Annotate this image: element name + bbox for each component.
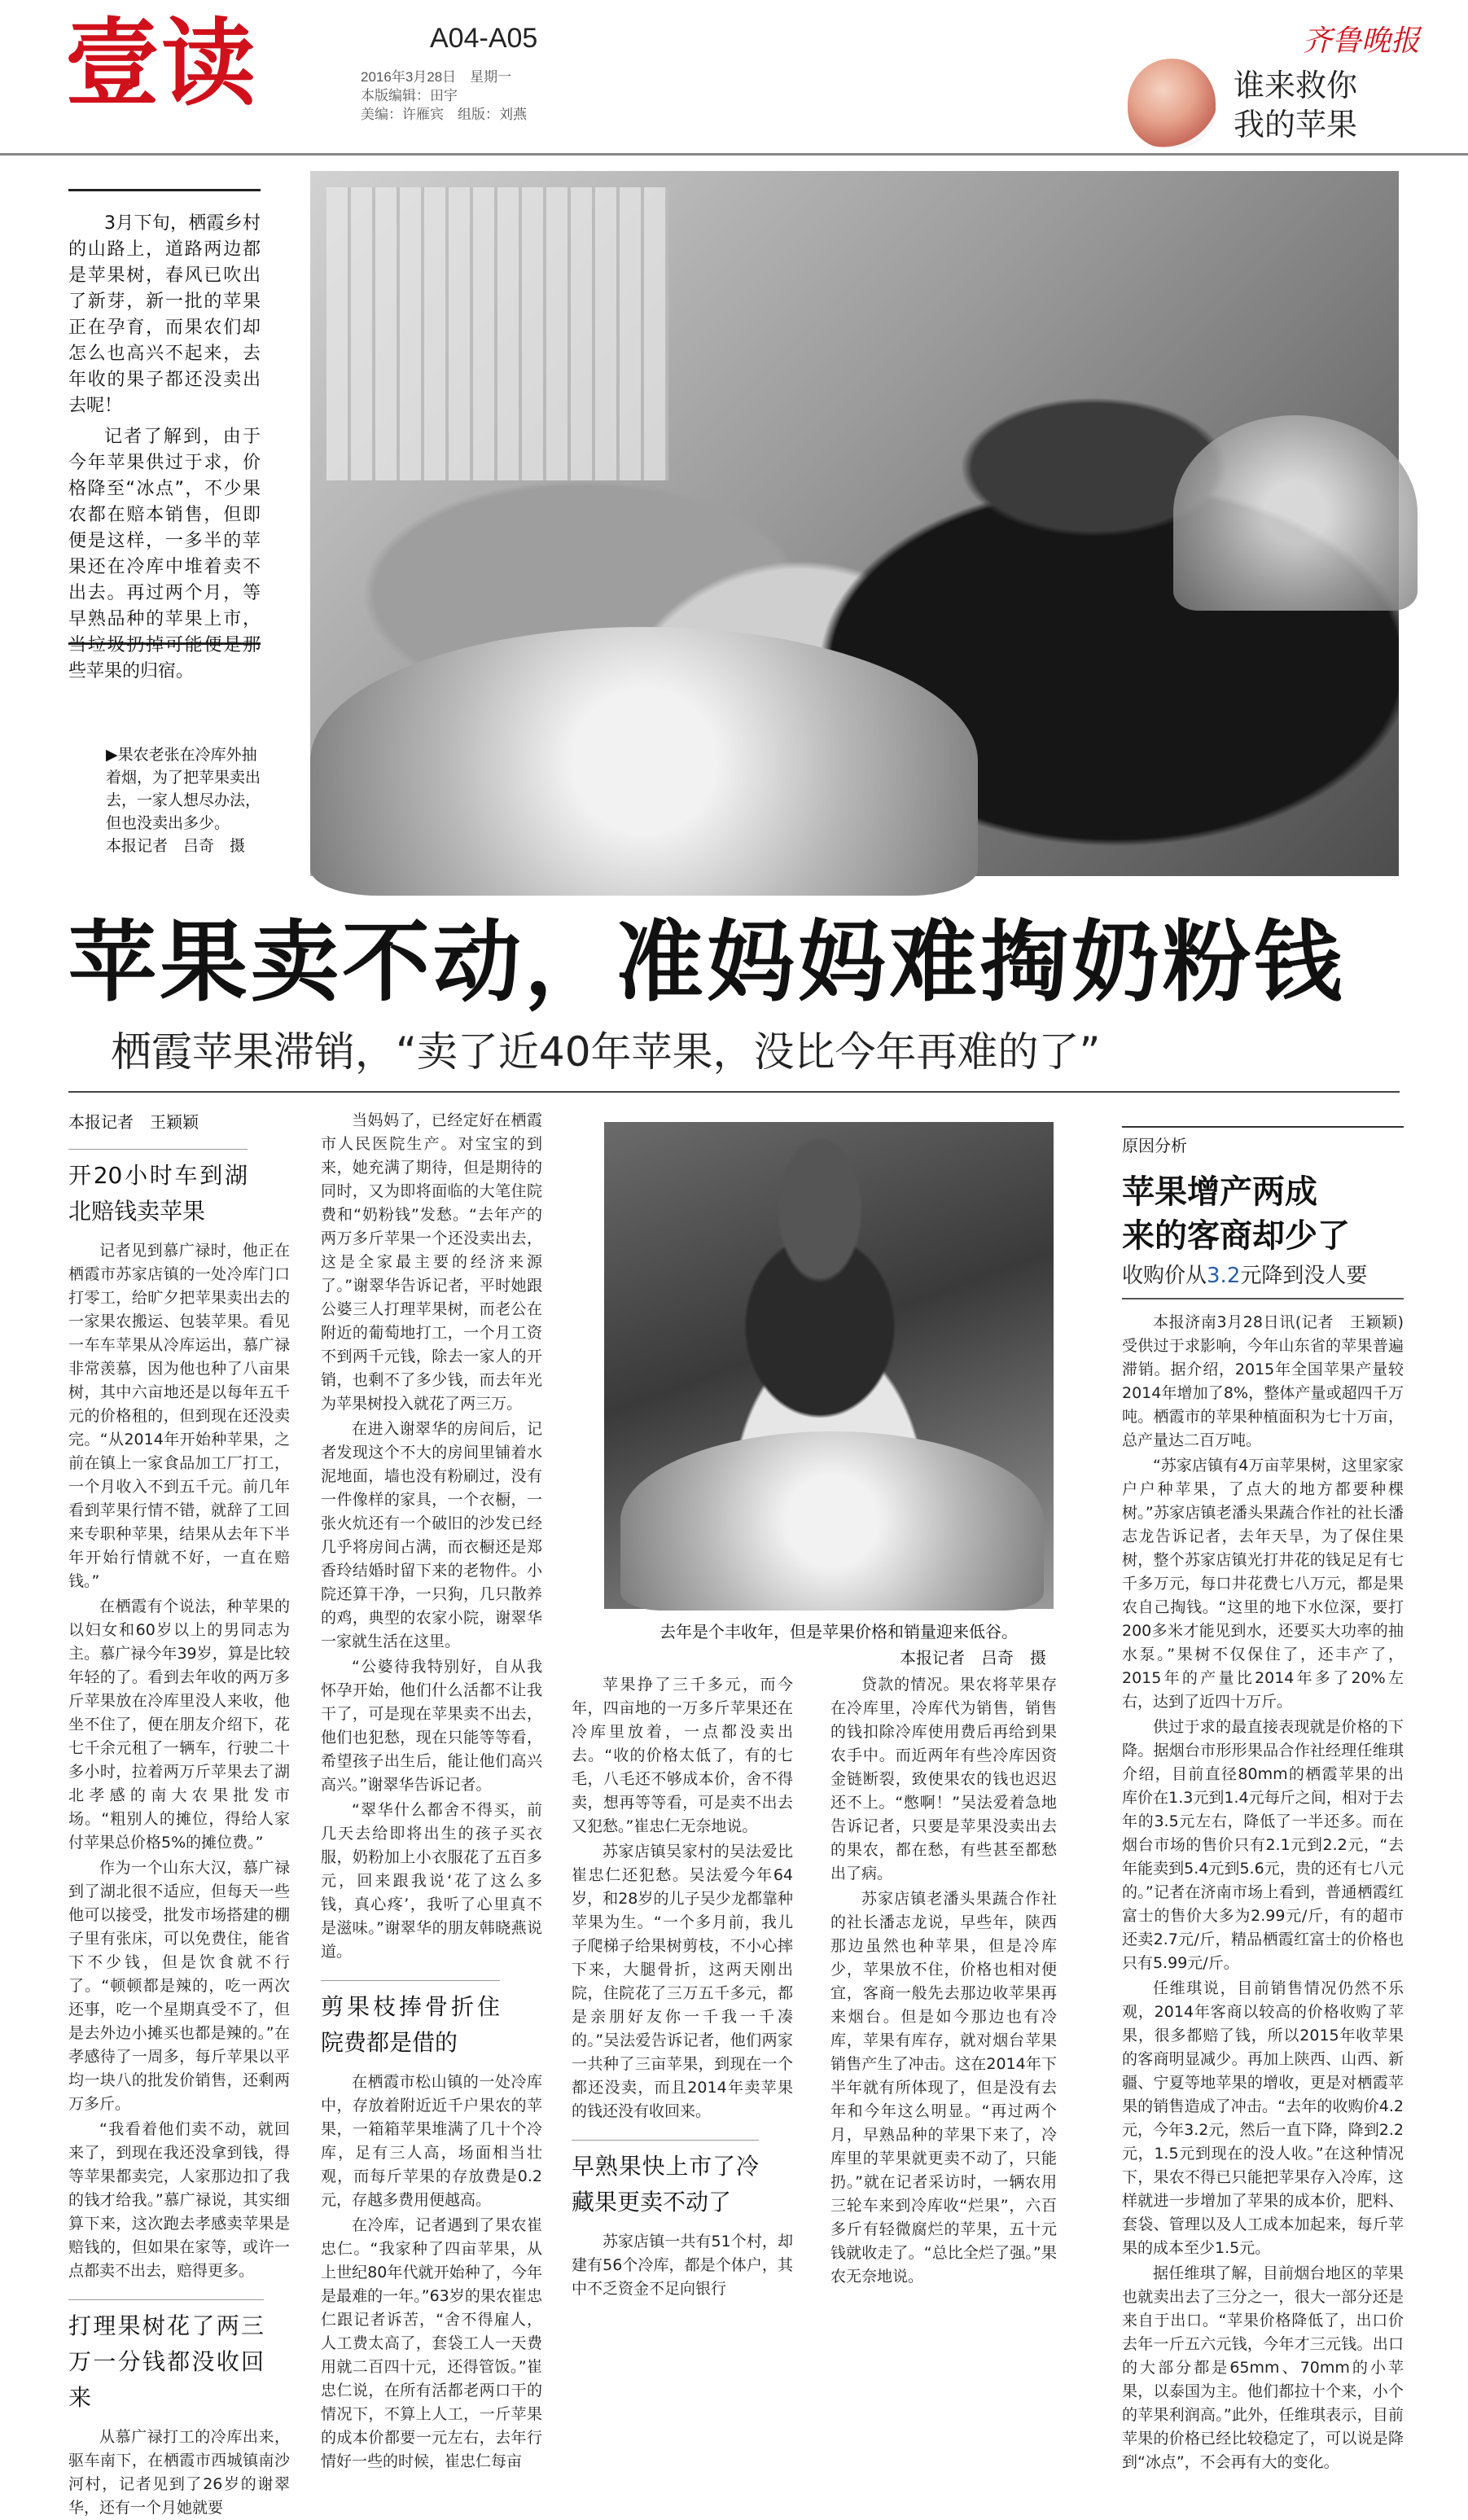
- newspaper-logo: 齐鲁晚报: [1303, 24, 1421, 58]
- subheadline: 栖霞苹果滞销，“卖了近40年苹果，没比今年再难的了”: [111, 1028, 1101, 1076]
- paragraph: 贷款的情况。果农将苹果存在冷库里，冷库代为销售，销售的钱扣除冷库使用费后再给到果农手中。而近两年有些冷库因资金链断裂，致使果农的钱也迟迟还不上。“憋啊！”吴法爱着急地告诉记者，只要是苹果没卖出去的果农，都在愁，有些甚至都愁出了病。: [830, 1676, 1057, 1882]
- paragraph: 本报济南3月28日讯(记者 王颖颖) 受供过于求影响，今年山东省的苹果普遍滞销。据介绍，2015年全国苹果产量较2014年增加了8%，整体产量或超四千万吨。栖霞市的苹果种植面积为七十万亩，总产量达二百万吨。: [1122, 1313, 1420, 1449]
- analysis-divider: [1122, 1298, 1404, 1299]
- headline-divider: [68, 1091, 1400, 1093]
- section-heading: 早熟果快上市了冷藏果更卖不动了: [572, 2140, 759, 2220]
- intro-paragraph: 记者了解到，由于今年苹果供过于求，价格降至“冰点”，不少果农都在赔本销售，但即便是这样，一多半的苹果还在冷库中堆着卖不出去。再过两个月，等早熟品种的苹果上市，当垃圾扔掉可能便是那些苹果的归宿。: [68, 427, 261, 681]
- section-heading: 剪果枝捧骨折住院费都是借的: [321, 1980, 500, 2061]
- headline: 苹果卖不动，准妈妈难掏奶粉钱: [68, 912, 1346, 1014]
- paragraph: 作为一个山东大汉，慕广禄到了湖北很不适应，但每天一些他可以接受，批发市场搭建的棚子里有张床，可以免费住，能省下不少钱，但是饮食就不行了。“顿顿都是辣的，吃一两次还事，吃一个星期真受不了，但是去外边小摊买也都是辣的。”在孝感待了一周多，每斤苹果以平均一块八的批发价销售，还剩两万多斤。: [68, 1859, 290, 2113]
- analysis-title-line: 来的客商却少了: [1122, 1217, 1350, 1255]
- analysis-subtitle-suffix: 元降到没人要: [1240, 1264, 1368, 1288]
- photo-farmer-with-apples: [604, 1122, 1054, 1609]
- section-title: 壹读: [65, 8, 257, 119]
- paragraph: 当妈妈了，已经定好在栖霞市人民医院生产。对宝宝的到来，她充满了期待，但是期待的同时，又为即将面临的大笔住院费和“奶粉钱”发愁。“去年产的两万多斤苹果一个还没卖出去，这是全家最主要的经济来源了。”谢翠华告诉记者，平时她跟公婆三人打理苹果树，而老公在附近的葡萄地打工，一个月工资不到两千元钱，除去一家人的开销，也剩不了多少钱，而去年光为苹果树投入就花了两三万。: [321, 1111, 542, 1413]
- page-editor: 本版编辑：田宇: [361, 88, 458, 103]
- analysis-title-line: 苹果增产两成: [1122, 1173, 1317, 1211]
- main-photo-farmer-smoking: [310, 171, 1399, 876]
- analysis-subtitle: [1122, 1259, 1367, 1289]
- analysis-tag: 原因分析: [1122, 1126, 1404, 1156]
- section-heading: 打理果树花了两三万一分钱都没收回来: [68, 2299, 264, 2416]
- caption-text: ▶果农老张在冷库外抽着烟，为了把苹果卖出去，一家人想尽办法，但也没卖出多少。: [106, 746, 261, 832]
- issue-date: 2016年3月28日 星期一: [361, 69, 512, 85]
- paragraph: 在冷库，记者遇到了果农崔忠仁。“我家种了四亩苹果，从上世纪80年代就开始种了，今年是最难的一年。”63岁的果农崔忠仁跟记者诉苦，“舍不得雇人，人工费太高了，套袋工人一天费用就二百四十元，还得管饭。”崔忠仁说，在所有活都老两口干的情况下，不算上人工，一斤苹果的成本价都要一元左右，去年行情好一些的时候，崔忠仁每亩: [321, 2216, 542, 2470]
- analysis-title: [1122, 1170, 1404, 1258]
- paragraph: 供过于求的最直接表现就是价格的下降。据烟台市形形果品合作社经理任维琪介绍，目前直径80mm的栖霞苹果的出库价在1.3元到1.4元每斤之间，相对于去年的3.5元左右，降低了一半还多。而在烟台市场的售价只有2.1元到2.2元，“去年能卖到5.4元到5.6元，贵的还有七八元的。”记者在济南市场上看到，普通栖霞红富士的售价大多为2.99元/斤，有的超市还卖2.7元/斤，精品栖霞红富士的价格也只有5.99元/斤。: [1122, 1718, 1404, 1972]
- paragraph: 在进入谢翠华的房间后，记者发现这个不大的房间里铺着水泥地面，墙也没有粉刷过，没有一件像样的家具，一个衣橱，一张火炕还有一个破旧的沙发已经几乎将房间占满，而衣橱还是郑香玲结婚时留下来的老物件。小院还算干净，一只狗，几只散养的鸡，典型的农家小院，谢翠华一家就生活在这里。: [321, 1420, 542, 1650]
- section-heading: 开20小时车到湖北赔钱卖苹果: [68, 1149, 248, 1229]
- page-code: A04-A05: [430, 23, 538, 54]
- intro-box: [68, 189, 261, 681]
- apple-hands-image: [1128, 59, 1216, 148]
- byline: 本报记者 王颖颖: [68, 1112, 199, 1132]
- analysis-subtitle-prefix: 收购价从: [1122, 1264, 1207, 1288]
- photo-credit: 本报记者 吕奇 摄: [106, 837, 246, 855]
- photo-caption: [106, 743, 272, 857]
- paragraph: 苏家店镇老潘头果蔬合作社的社长潘志龙说，早些年，陕西那边虽然也种苹果，但是冷库少，苹果放不住，价格也相对便宜，客商一般先去那边收苹果再来烟台。但是如今那边也有冷库，苹果有库存，就对烟台苹果销售产生了冲击。这在2014年下半年就有所体现了，但是没有去年和今年这么明显。“再过两个月，早熟品种的苹果下来了，冷库里的苹果就更卖不动了，只能扔。”就在记者采访时，一辆农用三轮车来到冷库收“烂果”，六百多斤有轻微腐烂的苹果，五十元钱就收走了。“总比全烂了强。”果农无奈地说。: [830, 1890, 1057, 2286]
- article-column-4: [830, 1673, 1057, 2467]
- article-column-3: [572, 1673, 793, 2467]
- paragraph: 在栖霞有个说法，种苹果的以妇女和60岁以上的男同志为主。慕广禄今年39岁，算是比较年轻的了。看到去年收的两万多斤苹果放在冷库里没人来收，他坐不住了，便在朋友介绍下，花七千余元租了一辆车，行驶二十多小时，拉着两万斤苹果去了湖北孝感的南大农果批发市场。“粗别人的摊位，得给人家付苹果总价格5%的摊位费。”: [68, 1597, 290, 1852]
- paragraph: 苏家店镇吴家村的吴法爱比崔忠仁还犯愁。吴法爱今年64岁，和28岁的儿子吴少龙都靠种苹果为生。“一个多月前，我儿子爬梯子给果树剪枝，不小心摔下来，大腿骨折，这两天刚出院，住院花了三万五千多元，都是亲朋好友你一千我一千凑的。”吴法爱告诉记者，他们两家一共种了三亩苹果，到现在一个都还没卖，而且2014年卖苹果的钱还没有收回来。: [572, 1843, 793, 2120]
- price-highlight: 3.2: [1207, 1264, 1241, 1288]
- teaser[interactable]: [1234, 67, 1357, 145]
- paragraph: 记者见到慕广禄时，他正在栖霞市苏家店镇的一处冷库门口打零工，给旷夕把苹果卖出去的一家果农搬运、包装苹果。看见一车车苹果从冷库运出，慕广禄非常羡慕，因为他也种了八亩果树，其中六亩地还是以每年五千元的价格租的，但到现在还没卖完。“从2014年开始种苹果，之前在镇上一家食品加工厂打工，一个月收入不到五千元。前几年看到苹果行情不错，就辞了工回来专职种苹果，结果从去年下半年开始行情就不好，一直在赔钱。”: [68, 1242, 290, 1590]
- paragraph: 在栖霞市松山镇的一处冷库中，存放着附近近千户果农的苹果，一箱箱苹果堆满了几十个冷库，足有三人高，场面相当壮观，而每斤苹果的存放费是0.2元，存越多费用便越高。: [321, 2073, 542, 2209]
- photo-caption: 去年是个丰收年，但是苹果价格和销量迎来低谷。: [660, 1622, 1018, 1641]
- article-column-1: [68, 1109, 290, 2517]
- paragraph: 任维琪说，目前销售情况仍然不乐观，2014年客商以较高的价格收购了苹果，很多都赔了钱，所以2015年收苹果的客商明显减少。再加上陕西、山西、新疆、宁夏等地苹果的增收，更是对栖霞苹果的销售造成了冲击。“去年的收购价4.2元，今年3.2元，然后一直下降，降到2.2元，1.5元到现在的没人收。”在这种情况下，果农不得已只能把苹果存入冷库，这样就进一步增加了苹果的成本价，肥料、套袋、管理以及人工成本加起来，每斤苹果的成本至少1.5元。: [1122, 1979, 1404, 2257]
- paragraph: 苏家店镇一共有51个村，却建有56个冷库，都是个体户，其中不乏资金不足向银行: [572, 2233, 793, 2298]
- masthead-divider: [0, 153, 1468, 156]
- article-column-2: [321, 1109, 542, 2469]
- teaser-line-2: 我的苹果: [1234, 108, 1358, 142]
- analysis-body: [1122, 1311, 1420, 2471]
- intro-paragraph: 3月下旬，栖霞乡村的山路上，道路两边都是苹果树，春风已吹出了新芽，新一批的苹果正在孕育，而果农们却怎么也高兴不起来，去年收的果子都还没卖出去呢！: [68, 213, 261, 416]
- paragraph: 苹果挣了三千多元，而今年，四亩地的一万多斤苹果还在冷库里放着，一点都没卖出去。“收的价格太低了，有的七毛，八毛还不够成本价，舍不得卖，想再等等看，可是卖不出去又犯愁。”崔忠仁无奈地说。: [572, 1676, 793, 1835]
- paragraph: “翠华什么都舍不得买，前几天去给即将出生的孩子买衣服，奶粉加上小衣服花了五百多元，回来跟我说‘花了这么多钱，真心疼’，我听了心里真不是滋味。”谢翠华的朋友韩晓燕说道。: [321, 1801, 542, 1961]
- paragraph: 从慕广禄打工的冷库出来，驱车南下，在栖霞市西城镇南沙河村，记者见到了26岁的谢翠华，还有一个月她就要: [68, 2428, 290, 2517]
- page-design: 美编：许雁宾 组版：刘燕: [361, 107, 527, 122]
- photo-credit: 本报记者 吕奇 摄: [900, 1648, 1046, 1668]
- paragraph: 据任维琪了解，目前烟台地区的苹果也就卖出去了三分之一，很大一部分还是来自于出口。“苹果价格降低了，出口价去年一斤五六元钱，今年才三元钱。出口的大部分都是65mm、70mm的小苹果，以泰国为主。他们都拉十个来，小个的苹果利润高。”此外，任维琪表示，目前苹果的价格已经比较稳定了，可以说是降到“冰点”，不会再有大的变化。: [1122, 2264, 1404, 2471]
- teaser-line-1: 谁来救你: [1234, 69, 1358, 103]
- paragraph: “我看着他们卖不动，就回来了，到现在我还没拿到钱，得等苹果都卖完，人家那边扣了我的钱才给我。”慕广禄说，其实细算下来，这次跑去孝感卖苹果是赔钱的，但如果在家等，或许一点都卖不出去，赔得更多。: [68, 2120, 290, 2280]
- paragraph: “苏家店镇有4万亩苹果树，这里家家户户种苹果，了点大的地方都要种棵树。”苏家店镇老潘头果蔬合作社的社长潘志龙告诉记者，去年天旱，为了保住果树，整个苏家店镇光打井花的钱足足有七千多万元，每口井花费七八万元，都是果农自己掏钱。“这里的地下水位深，要打200多米才能见到水，还要买大功率的抽水泵。”果树不仅保住了，还丰产了，2015年的产量比2014年多了20%左右，达到了近四十万斤。: [1122, 1457, 1404, 1711]
- paragraph: “公婆待我特别好，自从我怀孕开始，他们什么活都不让我干了，可是现在苹果卖不出去，他们也犯愁，现在只能等等看，希望孩子出生后，能让他们高兴高兴。”谢翠华告诉记者。: [321, 1658, 542, 1794]
